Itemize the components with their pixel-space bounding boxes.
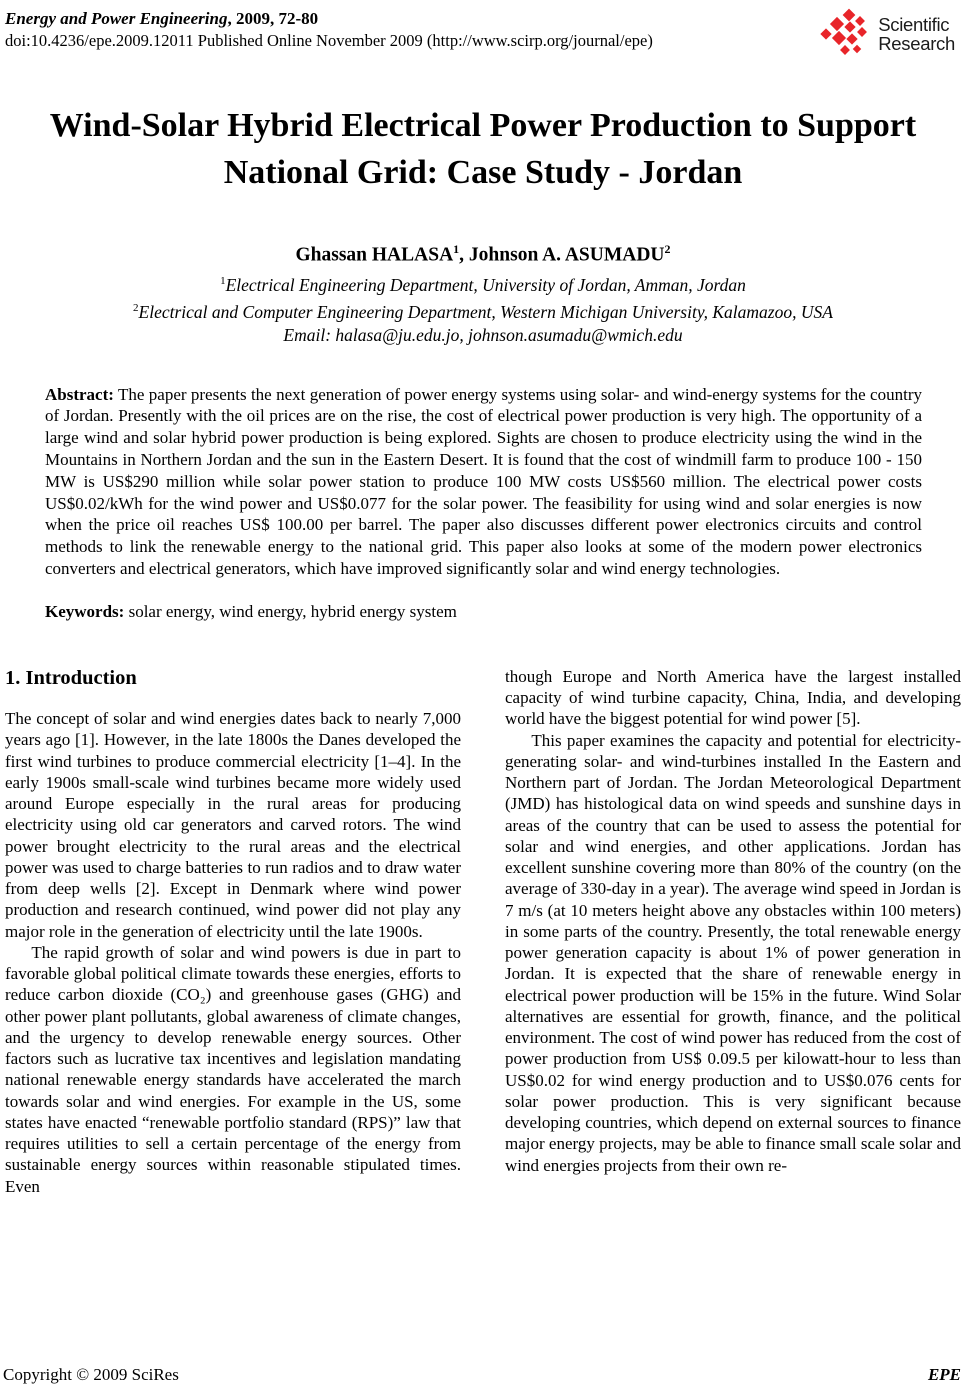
keywords-block bbox=[45, 602, 922, 622]
journal-name: Energy and Power Engineering bbox=[5, 9, 228, 28]
scirp-diamonds-icon bbox=[815, 8, 873, 65]
author-2-sup: 2 bbox=[664, 242, 671, 256]
right-column bbox=[505, 666, 961, 1197]
page-header bbox=[3, 8, 963, 65]
left-column bbox=[5, 666, 461, 1197]
affiliation-2 bbox=[3, 297, 963, 324]
paper-title: Wind-Solar Hybrid Electrical Power Production to Support National Grid: Case Study - Jordan bbox=[49, 107, 917, 191]
right-paragraph-1: though Europe and North America have the largest installed capacity of wind turbine capacity, China, India, and developing world have the biggest potential for wind power [5]. bbox=[505, 666, 961, 729]
copyright-text: Copyright © 2009 SciRes bbox=[3, 1365, 179, 1384]
journal-header-block bbox=[5, 8, 653, 51]
page-footer bbox=[3, 1365, 963, 1385]
affiliation-2-text: Electrical and Computer Engineering Department, Western Michigan University, Kalamazoo, USA bbox=[138, 301, 833, 322]
journal-issue: , 2009, 72-80 bbox=[227, 9, 319, 28]
keywords-text: solar energy, wind energy, hybrid energy system bbox=[124, 601, 457, 621]
journal-line bbox=[5, 8, 653, 29]
keywords-label: Keywords: bbox=[45, 601, 125, 621]
affiliation-1-text: Electrical Engineering Department, University of Jordan, Amman, Jordan bbox=[225, 274, 746, 295]
right-paragraph-2: This paper examines the capacity and potential for electricity-generating solar- and wind-turbines installed In the Eastern and Northern part of Jordan. The Jordan Meteorological Department (JMD) has histological data on wind speeds and sunshine days in areas of the country that can be used to assess the potential for solar and wind energies, and other applications. Jordan has excellent sunshine covering more than 80% of the country (on the average of 330-day in a year). The average wind speed in Jordan is 7 m/s (at 10 meters height above any obstacles within 100 meters) in some parts of the country. Presently, the total renewable energy power generation capacity is about 1% of power generation in Jordan. It is expected that the share of renewable energy in electrical power production will be 15% in the future. Wind Solar alternatives are essential for growth, finance, and the political environment. The cost of wind power has reduced from the cost of power production from US$ 0.09.5 per kilowatt-hour to less than US$0.02 for wind energy production and to US$0.076 cents for solar power production. This is very significant because developing countries, which depend on external sources to finance major energy projects, may be able to finance small scale solar and wind energies projects from their own re- bbox=[505, 730, 961, 1175]
intro-heading: 1. Introduction bbox=[5, 666, 137, 689]
abstract-text: The paper presents the next generation of power energy systems using solar- and wind-energy systems for the country of Jordan. Presently with the oil prices are on the rise, the cost of electrical power production is very high. The opportunity of a large wind and solar hybrid power production is being explored. Sights are chosen to produce electricity using the wind in the Mountains in Northern Jordan and the sun in the Eastern Desert. It is found that the cost of windmill farm to produce 100 - 150 MW is US$290 million while solar power station to produce 100 MW costs US$560 million. The electrical power costs US$0.02/kWh for the wind power and US$0.077 for the solar power. The feasibility for using wind and solar energies is now when the price oil reaches US$ 100.00 per barrel. The paper also discusses different power electronics circuits and control methods to link the renewable energy to the national grid. This paper also looks at some of the modern power electronics converters and electrical generators, which have improved significantly solar and wind energy technologies. bbox=[45, 384, 922, 579]
abstract-label: Abstract: bbox=[45, 384, 114, 404]
affiliation-2-sup: 2 bbox=[133, 301, 139, 314]
affiliations-block bbox=[3, 270, 963, 348]
scirp-logo bbox=[815, 8, 955, 65]
author-1-sup: 1 bbox=[453, 242, 460, 256]
left-paragraph-2: The rapid growth of solar and wind powers is due in part to favorable global political climate towards these energies, efforts to reduce carbon dioxide (CO₂) and greenhouse gases (GHG) and other power plant pollutants, global awareness of climate changes, and the urgency to develop renewable energy sources. Other factors such as lucrative tax incentives and legislation mandating national renewable energy standards have accelerated the march towards solar and wind energies. For example in the US, some states have enacted “renewable portfolio standard (RPS)” law that requires utilities to sell a certain percentage of the energy from sustainable energy sources within reasonable stipulated times. Even bbox=[5, 942, 461, 1196]
author-separator: , bbox=[459, 244, 469, 266]
logo-text-line1: Scientific bbox=[878, 14, 950, 35]
email-line: Email: halasa@ju.edu.jo, johnson.asumadu@wmich.edu bbox=[283, 325, 683, 346]
authors-line bbox=[3, 242, 963, 267]
author-2-name: Johnson A. ASUMADU bbox=[468, 244, 665, 266]
doi-line: doi:10.4236/epe.2009.12011 Published Online November 2009 (http://www.scirp.org/journal/epe) bbox=[5, 31, 653, 50]
logo-text bbox=[878, 15, 955, 53]
abstract-block bbox=[45, 384, 922, 580]
body-columns bbox=[5, 666, 961, 1197]
affiliation-1-sup: 1 bbox=[220, 274, 226, 287]
affiliation-1 bbox=[3, 270, 963, 297]
left-paragraph-1: The concept of solar and wind energies dates back to nearly 7,000 years ago [1]. However, in the late 1800s the Danes developed the first wind turbines to produce commercial electricity [1–4]. In the early 1900s small-scale wind turbines became more widely used around Europe especially in the rural areas for producing electricity using old car generators and carved rotors. The wind power brought electricity to the rural areas and the electrical power was used to charge batteries to run radios and to draw water from deep wells [2]. Except in Denmark where wind power production and research continued, wind power did not play any major role in the generation of electricity until the late 1900s. bbox=[5, 709, 461, 941]
author-1-name: Ghassan HALASA bbox=[295, 244, 454, 266]
logo-text-line2: Research bbox=[878, 33, 955, 54]
journal-abbrev: EPE bbox=[927, 1365, 961, 1384]
